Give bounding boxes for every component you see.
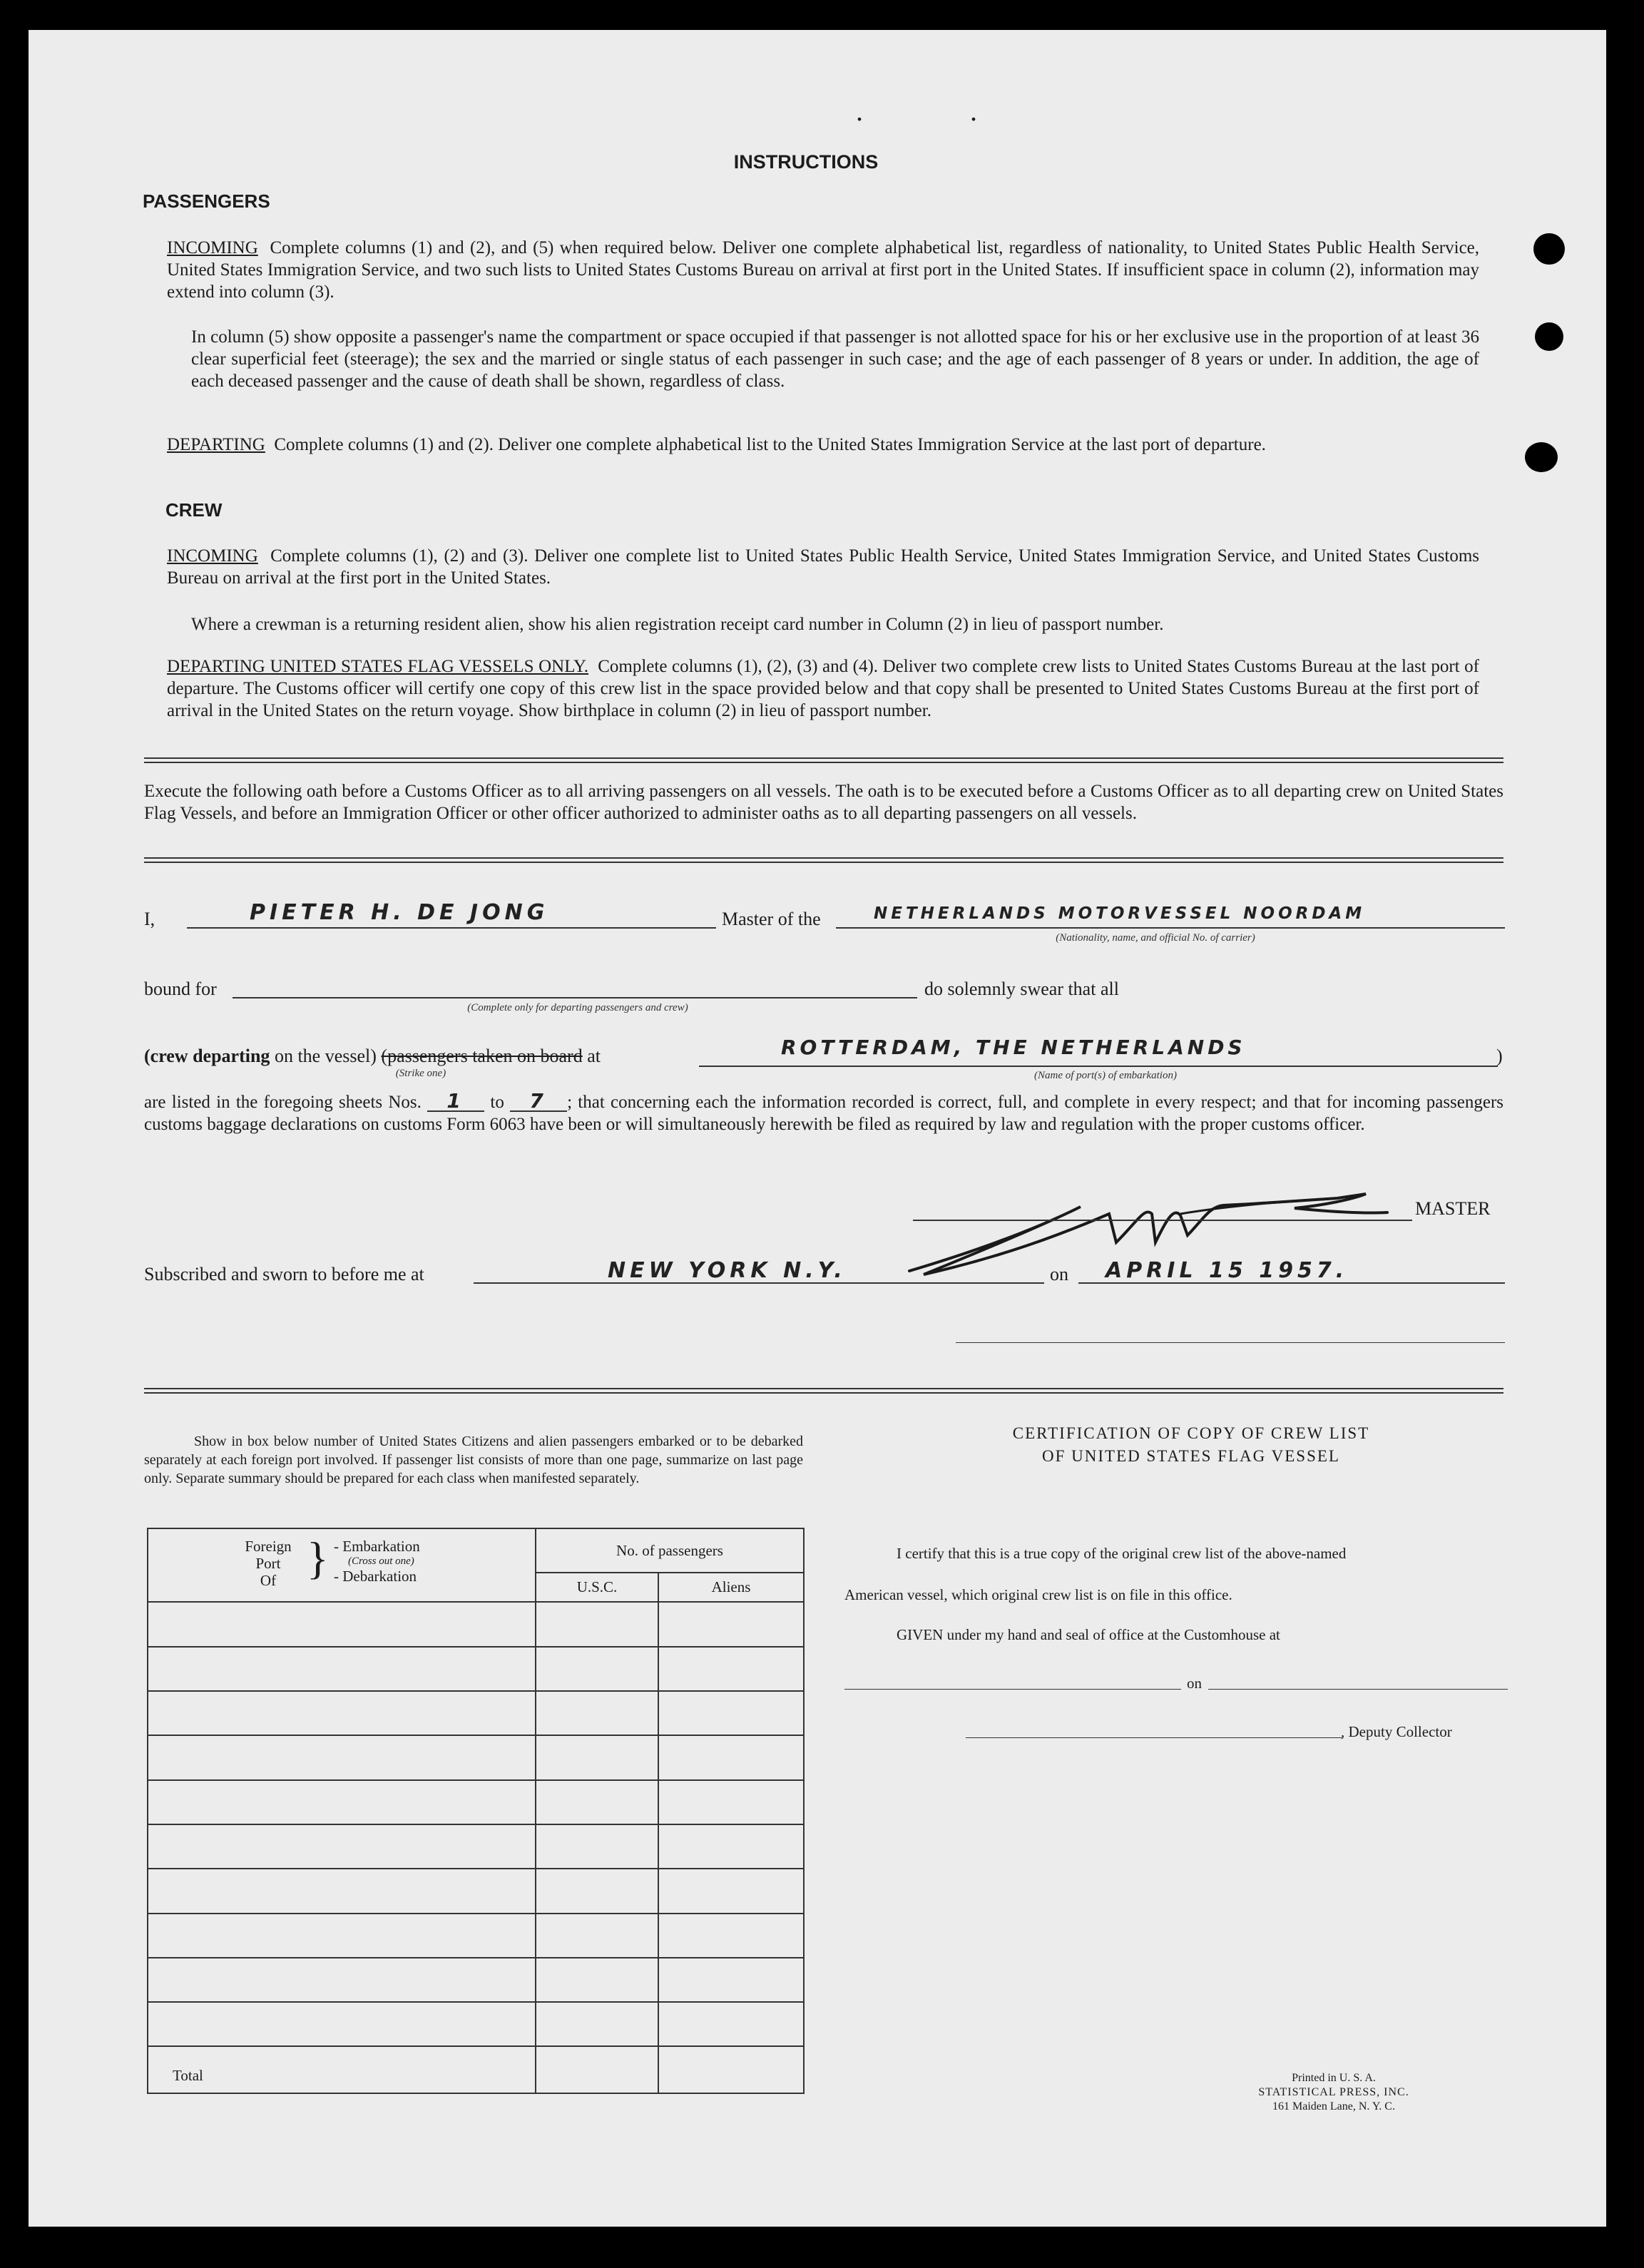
- crew-resident-text: Where a crewman is a returning resident alien, show his alien registration receipt card number in Column (2) in lieu of passport number.: [191, 615, 1164, 634]
- foreign-port-header: [148, 1528, 536, 1602]
- bound-for-label: bound for: [144, 979, 217, 999]
- document-sheet: [29, 30, 1606, 2227]
- passengers-incoming: [167, 237, 1479, 303]
- port-cell[interactable]: [148, 1647, 536, 1691]
- passengers-column5: [191, 326, 1479, 392]
- crew-heading: CREW: [165, 499, 223, 521]
- crew-departing-label: DEPARTING UNITED STATES FLAG VESSELS ONLY.: [167, 657, 589, 676]
- aliens-cell[interactable]: [658, 1869, 804, 1913]
- passengers-heading: PASSENGERS: [143, 190, 270, 212]
- divider: [144, 757, 1503, 763]
- sworn-date: APRIL 15 1957.: [1106, 1258, 1349, 1283]
- aliens-cell[interactable]: [658, 2002, 804, 2046]
- printer-line2: STATISTICAL PRESS, INC.: [1258, 2086, 1409, 2098]
- printer-line1: Printed in U. S. A.: [1292, 2072, 1376, 2084]
- on-the-vessel: on the vessel): [274, 1046, 377, 1066]
- table-row: [148, 1958, 804, 2002]
- port-cell[interactable]: [148, 1914, 536, 1958]
- certification-date-line: [1208, 1689, 1508, 1690]
- incoming-text: Complete columns (1) and (2), and (5) when required below. Deliver one complete alphabetical list, regardless of nationality, to United States Public Health Service, United States Immigration Service, and two such lists to United States Customs Bureau on arrival at first port in the United States. If insufficient space in column (2), information may extend into column (3).: [167, 238, 1480, 302]
- usc-cell[interactable]: [536, 1602, 658, 1646]
- aliens-cell[interactable]: [658, 1691, 804, 1735]
- officer-signature-line: [956, 1342, 1505, 1343]
- american-text: American vessel, which original crew list is on file in this office.: [844, 1586, 1232, 1603]
- master-of-label: Master of the: [722, 909, 821, 929]
- port-cell[interactable]: [148, 1824, 536, 1869]
- usc-cell[interactable]: [536, 1869, 658, 1913]
- table-row: [148, 1602, 804, 1646]
- crew-departing-line: [144, 1046, 601, 1067]
- aliens-cell[interactable]: [658, 1602, 804, 1646]
- master-name: PIETER H. DE JONG: [250, 900, 549, 925]
- divider: [144, 857, 1503, 863]
- usc-cell[interactable]: [536, 1824, 658, 1869]
- master-signature-line: [913, 1220, 1412, 1221]
- certification-title: [870, 1422, 1512, 1468]
- port-label: Port: [255, 1555, 281, 1572]
- cross-out-label: (Cross out one): [348, 1556, 414, 1567]
- master-name-line: [187, 927, 716, 929]
- brace-icon: }: [307, 1533, 329, 1583]
- table-row: [148, 1780, 804, 1824]
- certification-title-line2: OF UNITED STATES FLAG VESSEL: [1042, 1447, 1340, 1465]
- foreign-label: Foreign: [245, 1538, 292, 1555]
- oath-instructions: Execute the following oath before a Customs Officer as to all arriving passengers on all vessels. The oath is to be executed before a Customs Officer as to all departing crew on United States Flag Vessels, and before an Immigration Officer or other officer authorized to administer oaths as to all departing passengers on all vessels.: [144, 782, 1503, 823]
- port-line: [699, 1066, 1498, 1067]
- usc-cell[interactable]: [536, 1780, 658, 1824]
- crew-incoming-label: INCOMING: [167, 546, 258, 566]
- certify-text: I certify that this is a true copy of the original crew list of the above-named: [897, 1545, 1347, 1562]
- departing-label: DEPARTING: [167, 435, 265, 454]
- close-paren: ): [1496, 1046, 1503, 1066]
- table-row: [148, 1647, 804, 1691]
- usc-total-cell[interactable]: [536, 2046, 658, 2093]
- to-label: to: [490, 1093, 504, 1112]
- passengers-departing: [167, 434, 1479, 456]
- certification-on-label: on: [1187, 1675, 1202, 1692]
- customhouse-line: [844, 1689, 1181, 1690]
- divider: [144, 1388, 1503, 1394]
- sheet-from: 1: [427, 1092, 484, 1112]
- usc-cell[interactable]: [536, 1958, 658, 2002]
- total-label: Total: [148, 2046, 536, 2093]
- port-cell[interactable]: [148, 1958, 536, 2002]
- printer-line3: 161 Maiden Lane, N. Y. C.: [1272, 2100, 1395, 2113]
- port-cell[interactable]: [148, 1735, 536, 1779]
- top-marks: . .: [856, 95, 1027, 127]
- aliens-header[interactable]: Aliens: [658, 1573, 804, 1602]
- sworn-on-label: on: [1050, 1264, 1068, 1284]
- given-text: GIVEN under my hand and seal of office at the Customhouse at: [897, 1626, 1280, 1643]
- listed-prefix: are listed in the foregoing sheets Nos.: [144, 1093, 422, 1112]
- master-label: MASTER: [1415, 1198, 1491, 1219]
- port-cell[interactable]: [148, 1602, 536, 1646]
- usc-header[interactable]: U.S.C.: [536, 1573, 658, 1602]
- vessel-caption: (Nationality, name, and official No. of carrier): [1056, 932, 1255, 944]
- table-row: [148, 1914, 804, 1958]
- port-cell[interactable]: [148, 1691, 536, 1735]
- crew-incoming: [167, 545, 1479, 589]
- of-label: Of: [260, 1572, 277, 1589]
- crew-incoming-text: Complete columns (1), (2) and (3). Deliver one complete list to United States Public Health Service, United States Immigration Service, and United States Customs Bureau on arrival at the first port in the United States.: [167, 546, 1480, 588]
- table-row: [148, 1691, 804, 1735]
- debarkation-label: - Debarkation: [334, 1568, 417, 1585]
- usc-cell[interactable]: [536, 2002, 658, 2046]
- listed-suffix: ; that concerning each the information recorded is correct, full, and complete in every respect; and that for incoming passengers customs baggage declarations on customs Form 6063 have been or will simultaneously herewith be filed as required by law and regulation with the proper customs officer.: [144, 1093, 1504, 1134]
- usc-cell[interactable]: [536, 1647, 658, 1691]
- sworn-place: NEW YORK N.Y.: [608, 1258, 847, 1283]
- oath-i-label: I,: [144, 909, 155, 929]
- port-cell[interactable]: [148, 1869, 536, 1913]
- aliens-cell[interactable]: [658, 1958, 804, 2002]
- usc-cell[interactable]: [536, 1691, 658, 1735]
- summary-instructions: Show in box below number of United States Citizens and alien passengers embarked or to be debarked separately at each foreign port involved. If passenger list consists of more than one page, summarize on last page only. Separate summary should be prepared for each class when manifested separately.: [144, 1434, 803, 1486]
- bound-for-line: [233, 997, 917, 998]
- sworn-label: Subscribed and sworn to before me at: [144, 1264, 424, 1284]
- port-cell[interactable]: [148, 2002, 536, 2046]
- aliens-cell[interactable]: [658, 1914, 804, 1958]
- table-row: [148, 1824, 804, 1869]
- page-title: INSTRUCTIONS: [733, 151, 879, 173]
- no-passengers-header: No. of passengers: [536, 1528, 804, 1573]
- total-row: [148, 2046, 804, 2093]
- incoming-label: INCOMING: [167, 238, 258, 257]
- table-row: [148, 1735, 804, 1779]
- aliens-cell[interactable]: [658, 1780, 804, 1824]
- port-cell[interactable]: [148, 1780, 536, 1824]
- table-row: [148, 1869, 804, 1913]
- aliens-cell[interactable]: [658, 1647, 804, 1691]
- deputy-collector-label: , Deputy Collector: [1341, 1723, 1452, 1740]
- bound-for-caption: (Complete only for departing passengers and crew): [467, 1002, 688, 1013]
- vessel-line: [836, 927, 1505, 929]
- usc-cell[interactable]: [536, 1914, 658, 1958]
- aliens-total-cell[interactable]: [658, 2046, 804, 2093]
- crew-departing-text: Complete columns (1), (2), (3) and (4). Deliver two complete crew lists to United States Customs Bureau at the last port of departure. The Customs officer will certify one copy of this crew list in the space provided below and that copy shall be presented to United States Customs Bureau at the first port of arrival in the United States on the return voyage. Show birthplace in column (2) in lieu of passport number.: [167, 657, 1479, 720]
- strike-caption: (Strike one): [395, 1068, 446, 1079]
- crew-departing-choice: (crew departing: [144, 1046, 270, 1066]
- at-label: at: [587, 1046, 601, 1066]
- certification-title-line1: CERTIFICATION OF COPY OF CREW LIST: [1012, 1424, 1370, 1442]
- port-name: ROTTERDAM, THE NETHERLANDS: [781, 1036, 1246, 1059]
- table-row: [148, 2002, 804, 2046]
- vessel-name: NETHERLANDS MOTORVESSEL NOORDAM: [874, 904, 1366, 923]
- printer-imprint: [1241, 2071, 1426, 2114]
- port-caption: (Name of port(s) of embarkation): [1034, 1070, 1177, 1081]
- aliens-cell[interactable]: [658, 1735, 804, 1779]
- deputy-collector-line: [966, 1737, 1342, 1738]
- aliens-cell[interactable]: [658, 1824, 804, 1869]
- departing-text: Complete columns (1) and (2). Deliver one complete alphabetical list to the United States Immigration Service at the last port of departure.: [274, 435, 1266, 454]
- sheets-listed: [144, 1091, 1503, 1135]
- swear-text: do solemnly swear that all: [924, 979, 1119, 999]
- crew-departing: [167, 655, 1479, 722]
- embarkation-label: - Embarkation: [334, 1538, 420, 1555]
- punch-hole: [1533, 233, 1565, 265]
- usc-cell[interactable]: [536, 1735, 658, 1779]
- punch-hole: [1535, 322, 1563, 351]
- punch-hole: [1525, 442, 1558, 472]
- column5-text: In column (5) show opposite a passenger's name the compartment or space occupied if that passenger is not allotted space for his or her exclusive use in the proportion of at least 36 clear superficial feet (steerage); the sex and the married or single status of each passenger in such case; and the age of each passenger of 8 years or under. In addition, the age of each deceased passenger and the cause of death shall be shown, regardless of class.: [191, 327, 1479, 391]
- crew-resident: [191, 613, 1479, 635]
- passenger-summary-table: [147, 1528, 805, 2094]
- passengers-struck: (passengers taken on board: [381, 1046, 583, 1066]
- sheet-to: 7: [510, 1092, 567, 1112]
